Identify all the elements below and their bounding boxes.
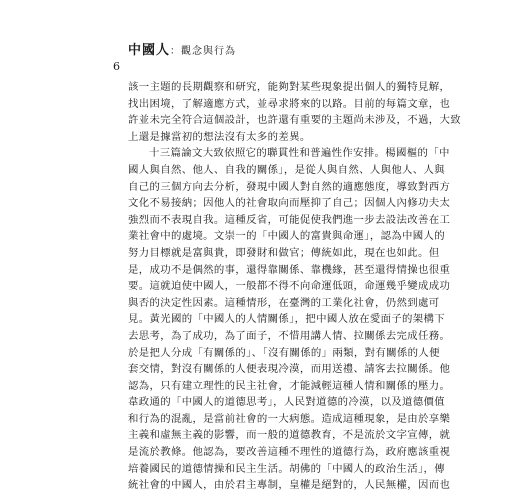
- text-line: 是，成功不是偶然的事，還得靠關係、靠機緣，甚至還得情操也很重: [128, 263, 451, 276]
- text-line: 找出困境，了解適應方式，並尋求將來的以路。目前的每篇文章，也: [128, 97, 451, 110]
- paragraph: [128, 79, 461, 145]
- text-line: 上還是據當初的想法沒有太多的差異。: [128, 130, 311, 143]
- text-line: 業社會中的處境。文崇一的「中國人的富貴與命運」，認為中國人的: [128, 230, 446, 243]
- text-line: 和行為的混亂，是當前社會的一大病態。造成這種現象，是由於享樂: [128, 412, 451, 425]
- text-line: 主義和虛無主義的影響，而一般的道德教育，不是流於文字宣傳，就: [128, 429, 451, 442]
- text-line: 於是把人分成「有關係的」、「沒有關係的」兩類，對有關係的人便: [128, 346, 440, 359]
- text-line: 培養國民的道德情操和民主生活。胡佛的「中國人的政治生活」，傳: [128, 462, 446, 475]
- text-line: 是流於教條。他認為，要改善這種不理性的道德行為，政府應該重視: [128, 446, 451, 459]
- running-header: [128, 39, 236, 58]
- page-number: 6: [113, 60, 120, 73]
- text-line: 套交情，對沒有關係的人便表現冷漠，而用送禮、請客去拉關係。他: [128, 363, 451, 376]
- text-line: 該一主題的長期觀察和研究，能夠對某些現象提出個人的獨特見解，: [128, 81, 451, 93]
- text-line: 自己的三個方向去分析，發現中國人對自然的適應態度，導致對西方: [128, 180, 451, 193]
- paragraph: [128, 145, 451, 493]
- text-line: 文化不易接納；因他人的社會取向而壓抑了自己；因個人內修功夫太: [128, 197, 451, 210]
- text-line: 強烈而不表現自我。這種反省，可能促使我們進一步去設法改善在工: [128, 213, 451, 226]
- text-line: 韋政通的「中國人的道德思考」，人民對道德的冷漠，以及道德價值: [128, 396, 446, 409]
- text-line: 與否的決定性因素。這種情形，在臺灣的工業化社會，仍然到處可: [128, 296, 440, 309]
- text-line: 去思考，為了成功，為了面子，不惜用講人情、拉關係去完成任務。: [128, 329, 451, 342]
- text-line: 要。這就迫使中國人，一般都不得不向命運低頭，命運幾乎變成成功: [128, 280, 451, 293]
- book-title: 中國人: [128, 43, 171, 58]
- text-line: 國人與自然、他人、自我的關係」，是從人與自然、人與他人、人與: [128, 163, 446, 176]
- text-line: 見。黃光國的「中國人的人情關係」，把中國人放在愛面子的架構下: [128, 313, 446, 326]
- text-line: 統社會的中國人，由於君主專制，皇權是絕對的，人民無權，因而也: [128, 479, 451, 492]
- book-subtitle: ：觀念與行為: [170, 46, 237, 57]
- text-line: 努力目標就是富與貴，即發財和做官；傳統如此，現在也如此。但: [128, 246, 440, 259]
- body-text: [128, 79, 461, 494]
- text-line: 十三篇論文大致依照它的聯貫性和普遍性作安排。楊國樞的「中: [149, 147, 450, 160]
- text-line: 許並未完全符合這個設計，也許還有重要的主題尚未涉及，不過，大致: [128, 114, 461, 127]
- text-line: 認為，只有建立理性的民主社會，才能減輕這種人情和關係的壓力。: [128, 379, 451, 392]
